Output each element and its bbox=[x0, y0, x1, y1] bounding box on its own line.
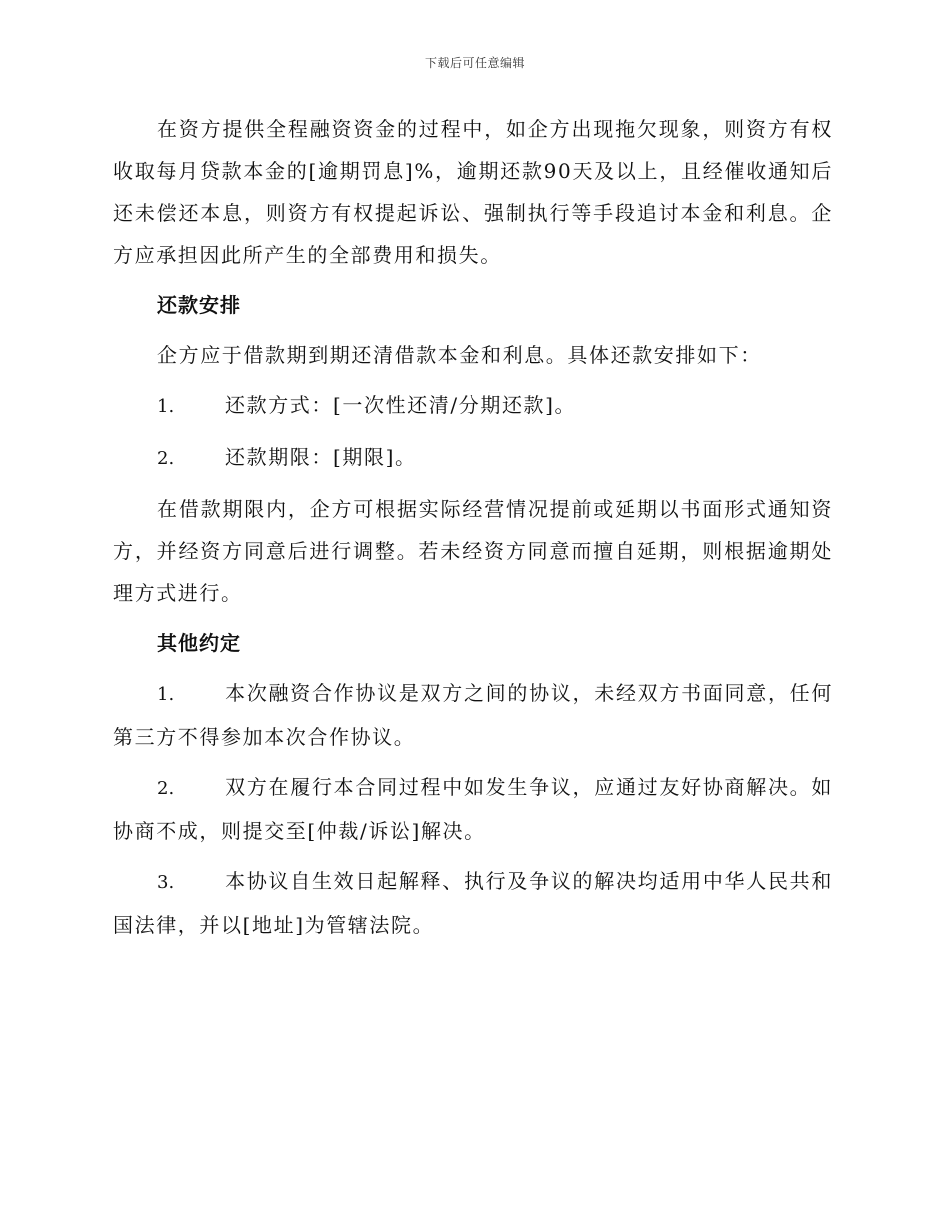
item-number: 1. bbox=[157, 396, 175, 417]
item-text: 双方在履行本合同过程中如发生争议，应通过友好协商解决。如协商不成，则提交至[仲裁/诉讼]解决。 bbox=[113, 775, 833, 843]
item-number: 2. bbox=[157, 778, 175, 799]
other-terms-item-2 bbox=[113, 766, 833, 852]
repayment-lead-paragraph: 企方应于借款期到期还清借款本金和利息。具体还款安排如下： bbox=[157, 343, 762, 367]
repayment-item-2 bbox=[113, 436, 833, 480]
other-terms-item-1 bbox=[113, 672, 833, 758]
intro-paragraph: 在资方提供全程融资资金的过程中，如企方出现拖欠现象，则资方有权收取每月贷款本金的[逾期罚息]%，逾期还款90天及以上，且经催收通知后还未偿还本息，则资方有权提起诉讼、强制执行等手段追讨本金和利息。企方应承担因此所产生的全部费用和损失。 bbox=[113, 117, 833, 267]
repayment-item-1 bbox=[113, 384, 833, 428]
section-heading-other-terms: 其他约定 bbox=[157, 631, 241, 655]
section-heading-repayment: 还款安排 bbox=[157, 293, 241, 317]
document-body bbox=[113, 108, 833, 954]
item-text: 本次融资合作协议是双方之间的协议，未经双方书面同意，任何第三方不得参加本次合作协议。 bbox=[113, 681, 833, 749]
repayment-closing-paragraph: 在借款期限内，企方可根据实际经营情况提前或延期以书面形式通知资方，并经资方同意后进行调整。若未经资方同意而擅自延期，则根据逾期处理方式进行。 bbox=[113, 497, 833, 605]
item-text: 本协议自生效日起解释、执行及争议的解决均适用中华人民共和国法律，并以[地址]为管辖法院。 bbox=[113, 869, 833, 937]
item-number: 2. bbox=[157, 448, 175, 469]
item-text: 还款期限：[期限]。 bbox=[225, 445, 417, 469]
item-number: 3. bbox=[157, 872, 175, 893]
item-number: 1. bbox=[157, 684, 175, 705]
other-terms-item-3 bbox=[113, 860, 833, 946]
header-note: 下载后可任意编辑 bbox=[424, 56, 525, 70]
item-text: 还款方式：[一次性还清/分期还款]。 bbox=[225, 393, 577, 417]
